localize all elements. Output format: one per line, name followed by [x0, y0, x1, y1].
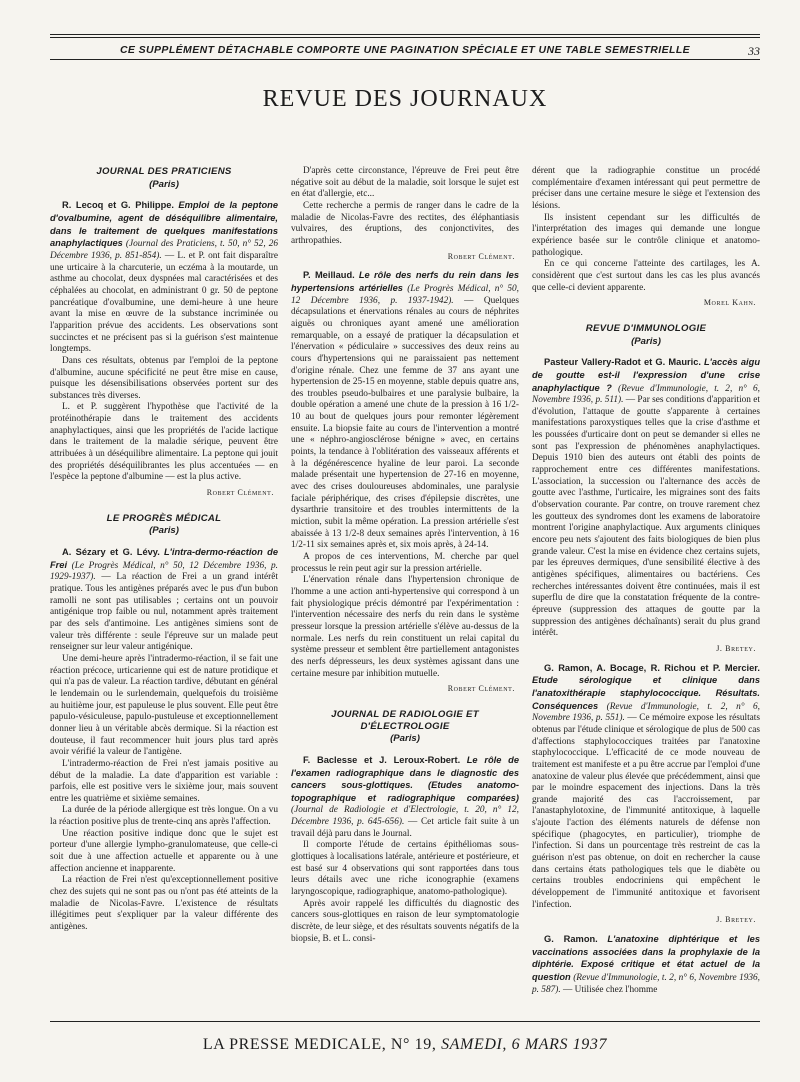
- section-city: (Paris): [149, 525, 179, 537]
- page-number: 33: [748, 44, 760, 58]
- article-author: G. Ramon.: [544, 934, 598, 945]
- article-signature: Robert Clément.: [447, 251, 515, 261]
- section-title: REVUE D'IMMUNOLOGIE: [585, 322, 707, 334]
- article-paragraph: A propos de ces interventions, M. cherche par quel processus le rein peut agir sur la pression artérielle.: [291, 552, 519, 574]
- section-city: (Paris): [390, 733, 420, 745]
- article-entry: [291, 755, 519, 841]
- newspaper-page: [50, 28, 760, 1058]
- column-middle: [291, 166, 519, 945]
- article-entry: [50, 200, 278, 356]
- article-paragraph: L'énervation rénale dans l'hypertension chronique de l'homme a une action anti-hypertensive qui correspond à un fait physiologique précis démontré par l'expérimentation : l'intervention nécessaire des nerfs du rein dans le système presseur lorsque la pression artérielle s'élève au-dessus de la normale. Les nerfs du rein constituent un relai capital du système presseur et semblent être partiellement antagonistes des nerfs dépresseurs, les deux systèmes agissant dans une certaine mesure par inhibition mutuelle.: [291, 575, 519, 679]
- article-text: — Par ses conditions d'apparition et d'évolution, l'attaque de goutte s'apparente à certaines manifestations paroxystiques telles que la crise d'asthme et les poussées d'urticaire dont on peut se demander si elles ne sont pas l'expression de phénomènes anaphylactiques. Depuis 1910 bien des auteurs ont établi des points de rapprochement entre ces différentes manifestations. L'association, la succession ou l'alternance des accès de goutte avec l'asthme, l'urticaire, les migraines sont des faits d'observation courante. Par contre, on trouve rarement chez les goutteux des syndromes dont les examens de laboratoire montrent l'origine anaphylactique. Aux arguments cliniques encore peu nets s'ajoutent des faits biologiques de bien plus grande valeur. C'est la mise en évidence chez certains sujets, par les épreuves dermiques, d'une sensibilité élective à des antigènes spécifiques, alimentaires ou bactériens. Ces recherches intéressantes doivent être continuées, mais il est superflu de dire que la constatation fréquente de la contre-épreuve (suppression des attaques de goutte par la suppression des antigènes déchaînants) serait du plus grand intérêt.: [532, 395, 760, 639]
- page-footer: [50, 1036, 760, 1054]
- article-title: L'anatoxine diphtérique et les vaccinations associées dans la prophylaxie de la diphtérie. Exposé critique et état actuel de la question: [532, 934, 760, 982]
- article-entry: [532, 934, 760, 996]
- article-citation: (Le Progrès Médical, n° 50, 12 Décembre 1936, p. 1937-1942).: [291, 283, 519, 306]
- banner-rule: [50, 59, 760, 60]
- article-entry: [291, 270, 519, 552]
- footer-date: SAMEDI, 6 MARS 1937: [441, 1036, 608, 1053]
- article-paragraph: Dans ces résultats, obtenus par l'emploi de la peptone d'albumine, aucune spécificité ne peut être mise en cause, puisque les désensibilisations observées portent sur des substances très diverses.: [50, 355, 278, 401]
- article-paragraph: La durée de la période allergique est très longue. On a vu la réaction positive plus de trente-cinq ans après l'affection.: [50, 805, 278, 828]
- article-text: — Cet article fait suite à un travail déjà paru dans le Journal.: [291, 817, 520, 839]
- column-right: [532, 166, 760, 996]
- column-left: [50, 166, 278, 934]
- footer-rule: [50, 1021, 760, 1022]
- article-text: — La réaction de Frei a un grand intérêt pratique. Tous les antigènes préparés avec le pus d'un bubon ramolli ne sont pas utilisables ; certains ont un pouvoir antigénique trop faible ou nul, notamment après traitement par des sels d'antimoine. Les antigènes simiens sont de valeur très différente : seule l'épreuve sur un malade peut renseigner sur leur valeur antigénique.: [50, 572, 278, 653]
- article-title: L'intra-dermo-réaction de Frei: [50, 547, 278, 570]
- page-title: REVUE DES JOURNAUX: [262, 86, 548, 112]
- top-rule-thin: [50, 37, 760, 38]
- footer-journal: LA PRESSE MEDICALE,: [202, 1036, 387, 1053]
- article-citation: (Journal des Praticiens, t. 50, n° 52, 26 Décembre 1936, p. 851-854).: [50, 239, 278, 261]
- supplement-banner: CE SUPPLÉMENT DÉTACHABLE COMPORTE UNE PAGINATION SPÉCIALE ET UNE TABLE SEMESTRIELLE: [119, 44, 691, 56]
- article-entry: [50, 547, 278, 654]
- article-citation: (Revue d'Immunologie, t. 2, n° 6, Novembre 1936, p. 587).: [532, 973, 761, 995]
- article-signature: Morel Kahn.: [703, 298, 756, 308]
- article-citation: (Journal de Radiologie et d'Electrologie, t. 20, n° 12, Décembre 1936, p. 645-656).: [291, 805, 519, 828]
- article-signature: J. Bretey.: [716, 915, 756, 925]
- article-citation: (Revue d'Immunologie, t. 2, n° 6, Novembre 1936, p. 551).: [532, 701, 760, 724]
- article-author: A. Sézary et G. Lévy.: [62, 547, 160, 558]
- article-paragraph: Il comporte l'étude de certains épithéliomas sous-glottiques à localisations latérale, antérieure et postérieure, et est basé sur 4 observations qui sont rapportées dans tous leurs détails avec une riche iconographie (examens laryngoscopique, radiographique, anatomo-pathologique).: [291, 840, 519, 898]
- article-title: Emploi de la peptone d'ovalbumine, agent de déséquilibre alimentaire, dans le traitement de quelques manifestations anaphylactiques: [50, 200, 278, 249]
- article-author: F. Baclesse et J. Leroux-Robert.: [303, 754, 461, 765]
- article-title: Le rôle des nerfs du rein dans les hypertensions artérielles: [291, 270, 520, 293]
- article-author: R. Lecoq et G. Philippe.: [62, 200, 174, 211]
- top-rule: [50, 34, 760, 35]
- article-text: — Ce mémoire expose les résultats obtenus par l'étude clinique et sérologique de plus de 500 cas d'affections staphylococciques traitées par l'anatoxine staphylococcique. L'efficacité de ce mode nouveau de traitement est manifeste et a pu être accrue par l'emploi d'une anatoxine de valeur plus élevée que précédemment, ainsi que par le moindre espacement des injections. Dans la très grande majorité des cas l'accroissement, par l'anastaphylotoxine, de l'immunité antitoxique, à laquelle s'ajoute l'action des éléments naturels de défense non spécifique (phagocytes, en particulier), triomphe de l'infection. Si dans un pourcentage très restreint de cas la guérison n'est pas obtenue, on doit en rechercher la cause dans certains états pathologiques tels que le diabète ou certains troubles endocriniens qui empêchent le développement de l'immunité antitoxique et favorisent l'infection.: [532, 713, 761, 910]
- article-paragraph: Cette recherche a permis de ranger dans le cadre de la maladie de Nicolas-Favre des rectites, des éléphantiasis vulvaires, des éruptions, des conjonctivites, des arthropathies.: [291, 200, 519, 246]
- section-title: JOURNAL DE RADIOLOGIE ET D'ÉLECTROLOGIE: [331, 708, 479, 732]
- article-paragraph: L. et P. suggèrent l'hypothèse que l'activité de la protéinothérapie dans le traitement des accidents anaphylactiques, ainsi que les propriétés de l'acide lactique dans le traitement de la maladie sérique, peuvent être attribuées à un déséquilibre alimentaire. La peptone qui jouit des propriétés déséquilibrantes les plus accentuées — en l'espèce la peptone d'albumine — est la plus active.: [50, 402, 278, 483]
- section-city: (Paris): [631, 335, 661, 347]
- article-text: — L. et P. ont fait disparaître une urticaire à la charcuterie, un eczéma à la moutarde, un asthme au chocolat, deux dyspnées mal caractérisées et des céphalées au chocolat, en administrant 0 gr. 50 de peptone pancréatique d'ovalbumine, une demi-heure à une heure avant la mise en œuvre de la substance incriminée ou l'apparition prévue des accidents. Les observations sont succinctes et ne précisent pas si la guérison s'est maintenue longtemps.: [50, 250, 279, 355]
- article-text: — Utilisée chez l'homme: [563, 984, 658, 995]
- article-paragraph: La réaction de Frei n'est qu'exceptionnellement positive chez des sujets qui ne sont pas ou n'ont pas été atteints de la maladie de Nicolas-Favre. L'existence de résultats illégitimes peut s'expliquer par la valeur différente des antigènes.: [50, 875, 278, 933]
- article-signature: Robert Clément.: [447, 684, 515, 694]
- article-title: Le rôle de l'examen radiographique dans le diagnostic des cancers sous-glottiques. (Etudes anatomo-topographique et radiographique comparées): [291, 754, 519, 803]
- article-signature: Robert Clément.: [206, 488, 274, 498]
- article-author: Pasteur Vallery-Radot et G. Mauric.: [544, 357, 701, 368]
- section-title: LE PROGRÈS MÉDICAL: [106, 512, 222, 524]
- article-paragraph: Une demi-heure après l'intradermo-réaction, il se fait une réaction précoce, urticarienne qui est de nature protidique et qui n'a pas de valeur. La réaction tardive, débutant en général le lendemain ou le surlendemain, quelquefois du troisième au huitième jour, est papuleuse le plus souvent. Elle peut être papulo-vésiculeuse, papulo-pustuleuse et exceptionnellement donner lieu à un véritable abcès dermique. Si la réaction est douteuse, il faut recommencer huit jours plus tard après avoir vérifié la valeur de l'antigène.: [50, 653, 278, 758]
- article-paragraph: Après avoir rappelé les difficultés du diagnostic des cancers sous-glottiques en raison de leur symptomatologie discrète, de leur siège, et des résultats souvents négatifs de la biopsie, B. et L. consi-: [291, 898, 519, 944]
- footer-issue: N° 19,: [390, 1036, 437, 1053]
- section-title: JOURNAL DES PRATICIENS: [96, 166, 232, 177]
- article-text: — Quelques décapsulations et énervations rénales au cours de néphrites aiguës ou chroniques ayant amené une amélioration remarquable, on a essayé de pratiquer la décapsulation et l'énervation « pédiculaire » successives des deux reins au cours d'hypertensions qui ne paraissaient pas nettement d'origine rénale. Chez une femme de 37 ans ayant une hypertension de 25-15 en moyenne, stable depuis quatre ans, des troubles pseudo-bulbaires et une paralysie bulbaire, la double opération a amené une chute de la pression à 16 1/2-10 au bout de quelques jours pour remonter légèrement ensuite. La biopsie faite au cours de l'intervention a montré une « néphro-angiosclérose bénigne » avec, en certains points, la tendance à l'oblitération des vaisseaux afférents et à la dégénérescence hyaline de leur paroi. La seconde malade présentait une hypertension de 27-16 en moyenne, avec des crises douloureuses abdominales, une paralysie faciale périphérique, des crises d'épilepsie discrètes, une dysarthrie transitoire et des troubles intermittents de la miction, subit la même opération. La pression artérielle s'est abaissée à 13 1/2-8 deux semaines après l'intervention, à 16 1/2-11 six semaines après et, six mois après, à 24-14.: [291, 295, 520, 551]
- article-paragraph: L'intradermo-réaction de Frei n'est jamais positive au début de la maladie. La date d'apparition est variable : parfois, elle est positive vers le sixième jour, mais souvent entre les quatrième et sixième semaines.: [50, 758, 278, 804]
- article-paragraph: En ce qui concerne l'atteinte des cartilages, les A. considèrent que c'est surtout dans les cas les plus avancés que celle-ci devient apparente.: [532, 259, 760, 293]
- article-author: G. Ramon, A. Bocage, R. Richou et P. Mercier.: [544, 662, 760, 673]
- article-paragraph: Ils insistent cependant sur les difficultés de l'interprétation des images qui demande une longue expérience basée sur le contrôle clinique et anatomo-pathologique.: [532, 212, 760, 258]
- article-paragraph: dérent que la radiographie constitue un procédé complémentaire d'examen intéressant qui peut permettre de préciser dans une certaine mesure le siège et l'extension des lésions.: [532, 166, 760, 211]
- article-signature: J. Bretey.: [716, 643, 756, 653]
- article-paragraph: Une réaction positive indique donc que le sujet est porteur d'une allergie lympho-granulomateuse, que celle-ci soit due à une affection actuelle et apparente ou à une affection ancienne et inapparente.: [50, 828, 278, 874]
- article-title: L'accès aigu de goutte est-il l'expression d'une crise anaphylactique ?: [532, 357, 760, 393]
- article-author: P. Meillaud.: [303, 270, 355, 281]
- article-citation: (Revue d'Immunologie, t. 2, n° 6, Novembre 1936, p. 511).: [532, 383, 760, 406]
- article-entry: [532, 357, 760, 640]
- article-entry: [532, 663, 760, 912]
- article-title: Etude sérologique et clinique dans l'anatoxithérapie staphylococcique. Résultats. Conséquences: [532, 675, 760, 711]
- article-citation: (Le Progrès Médical, n° 50, 12 Décembre 1936, p. 1929-1937).: [50, 560, 278, 583]
- section-city: (Paris): [149, 178, 179, 190]
- article-paragraph: D'après cette circonstance, l'épreuve de Frei peut être négative soit au début de la maladie, soit lorsque le sujet est en état d'allergie, etc...: [291, 166, 519, 200]
